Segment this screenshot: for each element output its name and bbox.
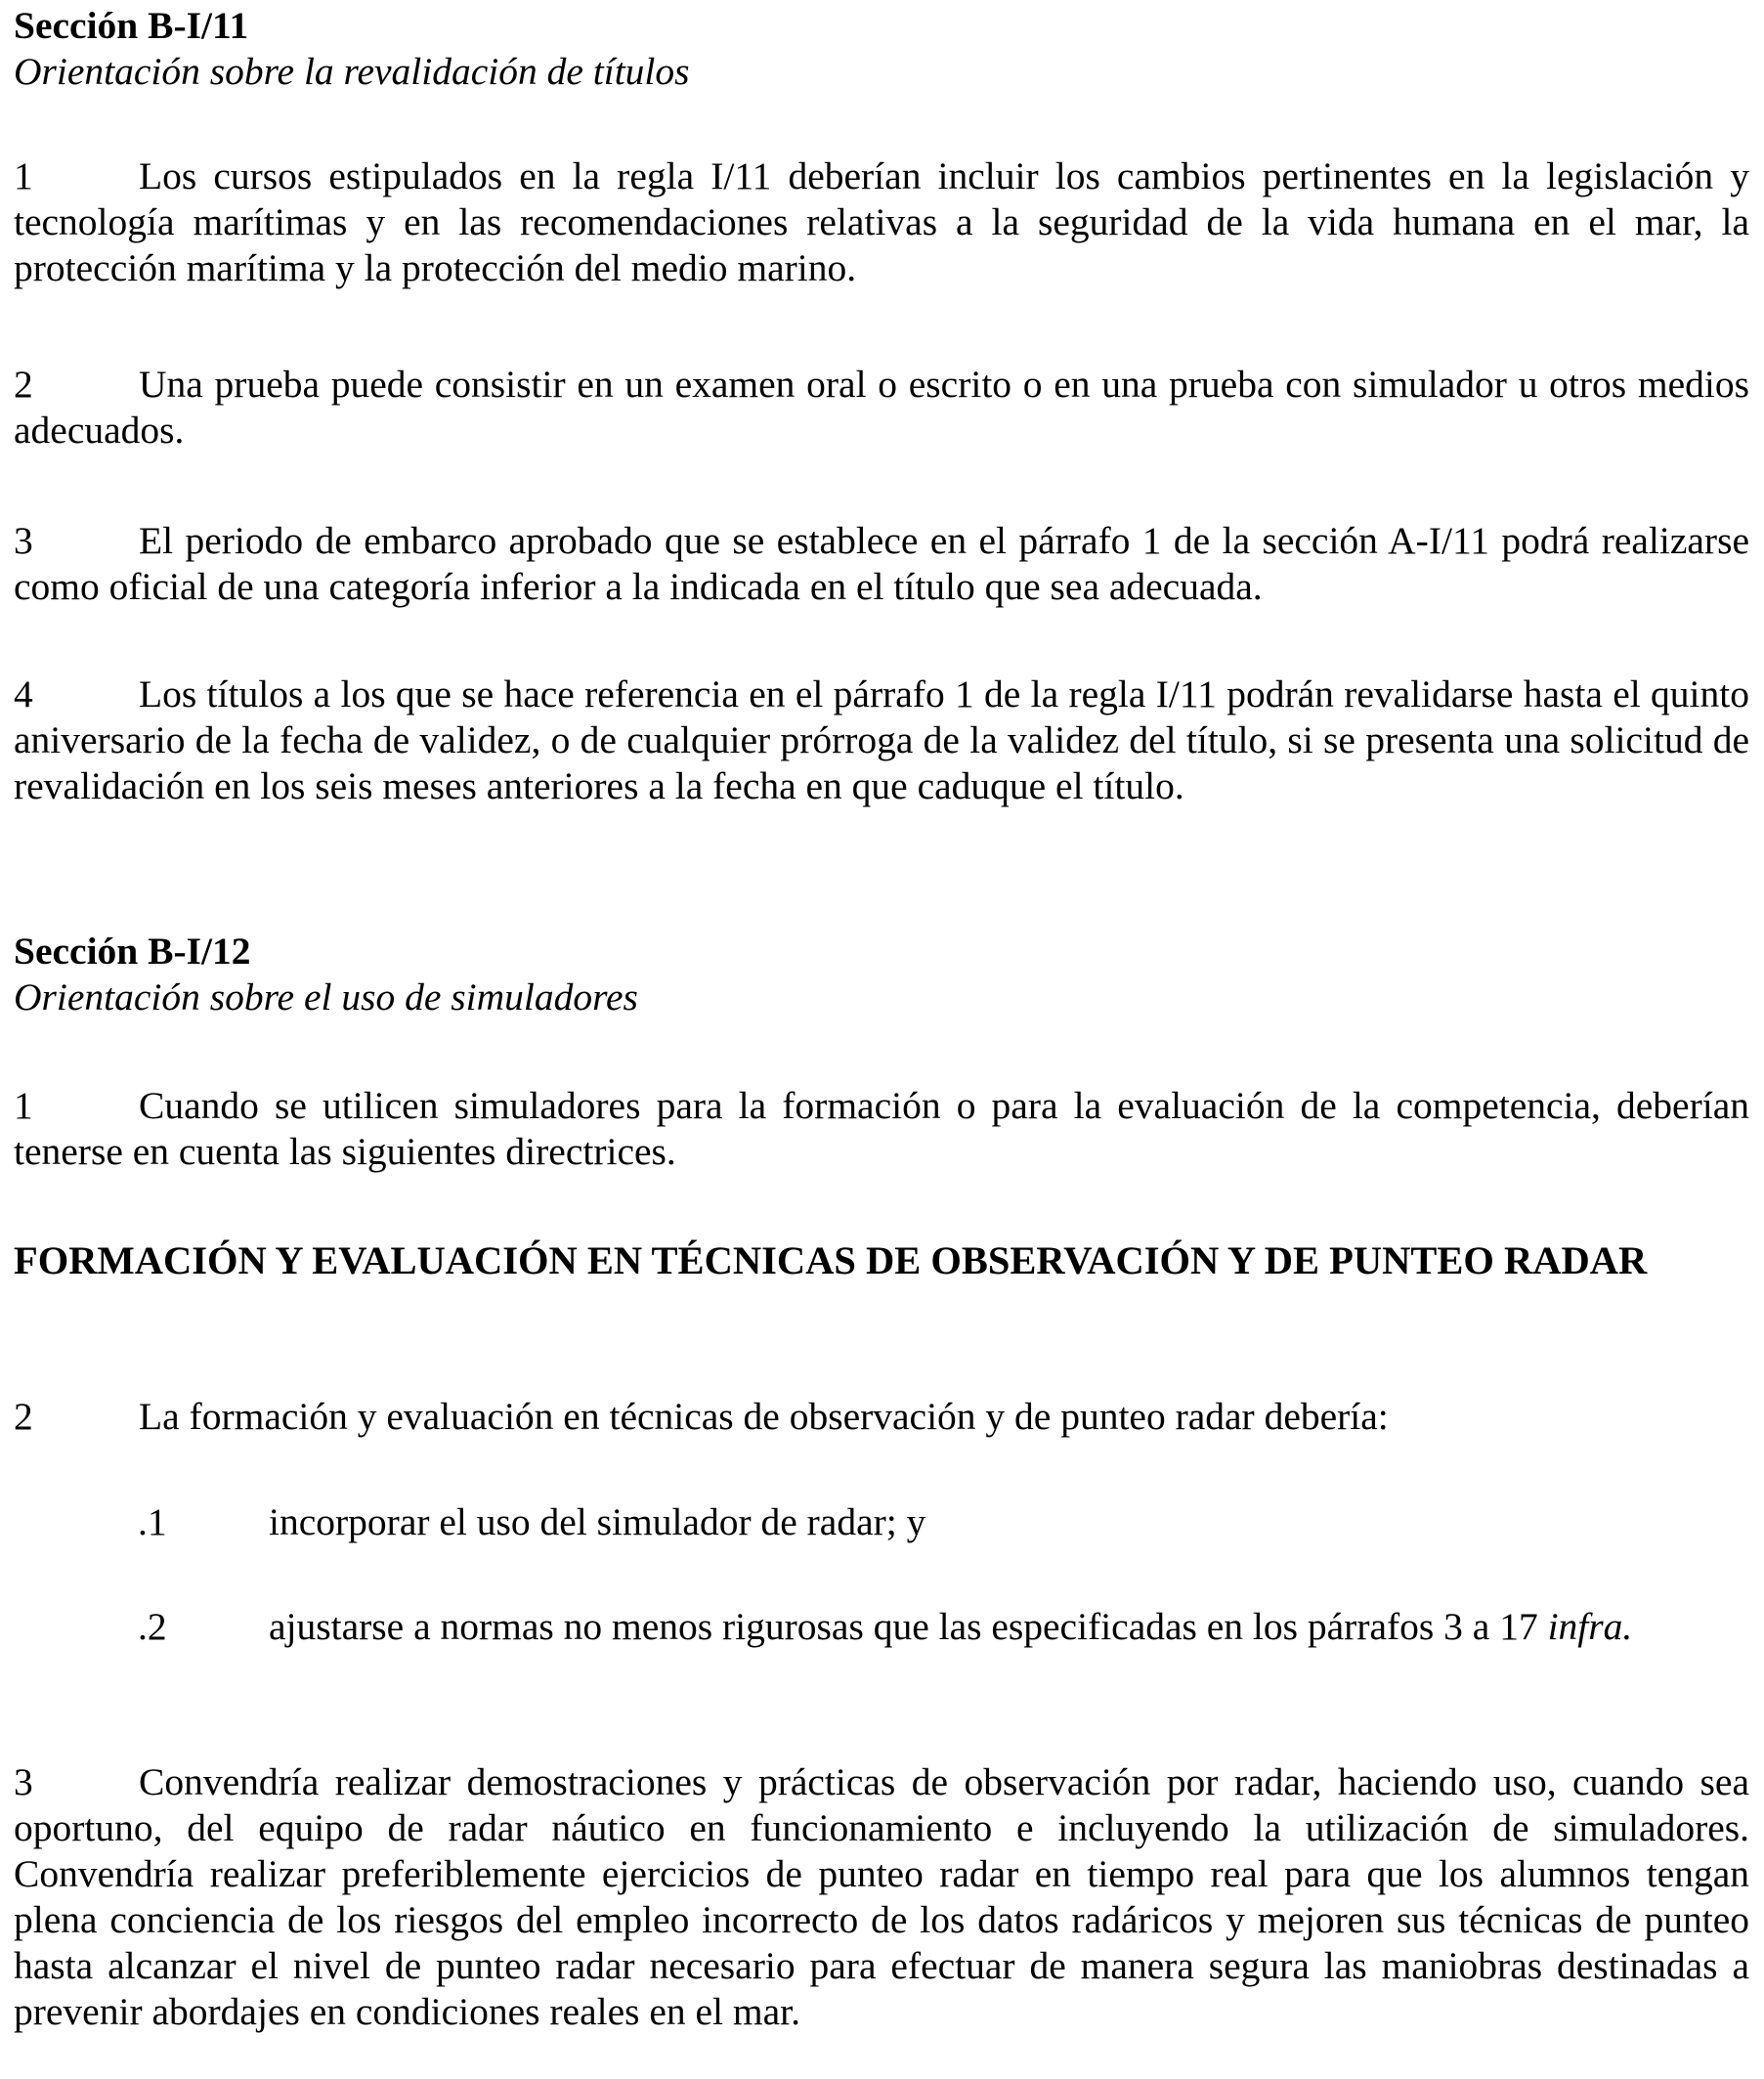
list-item xyxy=(14,1604,1749,1650)
section-subtitle: Orientación sobre la revalidación de títulos xyxy=(14,50,690,93)
list-item xyxy=(14,1499,1749,1545)
list-item-text: incorporar el uso del simulador de radar; y xyxy=(269,1500,926,1543)
list-item-number: .2 xyxy=(138,1605,167,1648)
paragraph-text: La formación y evaluación en técnicas de observación y de punteo radar debería: xyxy=(139,1395,1389,1438)
section-b-i-12 xyxy=(14,929,1749,1020)
paragraph-text: El periodo de embarco aprobado que se establece en el párrafo 1 de la sección A-I/11 podrá realizarse como oficial de una categoría inferior a la indicada en el título que sea adecuada. xyxy=(14,519,1749,608)
paragraph-number: 2 xyxy=(14,1395,33,1438)
paragraph-number: 4 xyxy=(14,672,33,715)
paragraph xyxy=(14,518,1749,610)
paragraph-text: Una prueba puede consistir en un examen oral o escrito o en una prueba con simulador u otros medios adecuados. xyxy=(14,363,1749,452)
list-item-text: ajustarse a normas no menos rigurosas que las especificadas en los párrafos 3 a 17 xyxy=(269,1605,1538,1648)
paragraph-text: Cuando se utilicen simuladores para la formación o para la evaluación de la competencia, deberían tenerse en cuenta las siguientes directrices. xyxy=(14,1084,1749,1173)
paragraph-number: 1 xyxy=(14,154,33,197)
paragraph xyxy=(14,1083,1749,1175)
section-subtitle: Orientación sobre el uso de simuladores xyxy=(14,975,638,1018)
paragraph-text: Los títulos a los que se hace referencia en el párrafo 1 de la regla I/11 podrán revalidarse hasta el quinto aniversario de la fecha de validez, o de cualquier prórroga de la validez del título, si se presenta una solicitud de revalidación en los seis meses anteriores a la fecha en que caduque el título. xyxy=(14,672,1749,807)
paragraph-text: Convendría realizar demostraciones y prácticas de observación por radar, haciendo uso, cuando sea oportuno, del equipo de radar náutico en funcionamiento e incluyendo la utilización de simuladores. Convendría realizar preferiblemente ejercicios de punteo radar en tiempo real para que los alumnos tengan plena conciencia de los riesgos del empleo incorrecto de los datos radáricos y mejoren sus técnicas de punteo hasta alcanzar el nivel de punteo radar necesario para efectuar de manera segura las maniobras destinadas a prevenir abordajes en condiciones reales en el mar. xyxy=(14,1760,1749,2033)
paragraph xyxy=(14,671,1749,809)
section-title: Sección B-I/12 xyxy=(14,930,251,973)
section-title: Sección B-I/11 xyxy=(14,4,249,47)
list-item-number: .1 xyxy=(138,1500,167,1543)
paragraph-number: 3 xyxy=(14,519,33,562)
paragraph-number: 1 xyxy=(14,1084,33,1127)
section-b-i-11 xyxy=(14,3,1749,95)
list-item-italic-text: infra. xyxy=(1547,1605,1633,1648)
section-heading: FORMACIÓN Y EVALUACIÓN EN TÉCNICAS DE OBSERVACIÓN Y DE PUNTEO RADAR xyxy=(14,1238,1648,1282)
paragraph-number: 2 xyxy=(14,363,33,406)
paragraph-number: 3 xyxy=(14,1760,33,1803)
paragraph xyxy=(14,362,1749,454)
paragraph xyxy=(14,153,1749,291)
paragraph xyxy=(14,1759,1749,2035)
paragraph-text: Los cursos estipulados en la regla I/11 deberían incluir los cambios pertinentes en la legislación y tecnología marítimas y en las recomendaciones relativas a la seguridad de la vida humana en el mar, la protección marítima y la protección del medio marino. xyxy=(14,154,1749,289)
paragraph xyxy=(14,1394,1749,1440)
